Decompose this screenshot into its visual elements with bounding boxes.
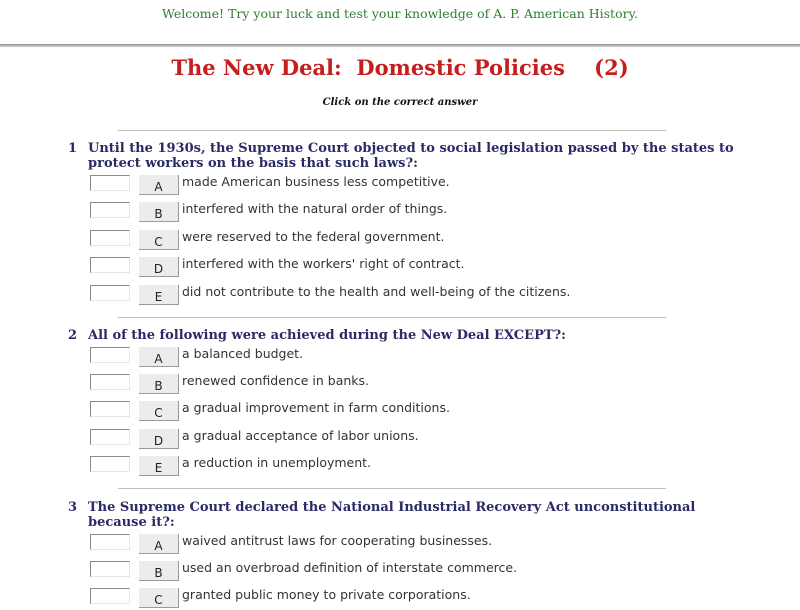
answer-box[interactable]: [90, 257, 130, 273]
choice-text: a balanced budget.: [182, 346, 304, 361]
answer-box[interactable]: [90, 534, 130, 550]
choice-3b: [90, 560, 740, 582]
choice-a-button[interactable]: A: [139, 534, 179, 554]
question-text: All of the following were achieved during the New Deal EXCEPT?:: [88, 328, 566, 343]
choice-1e: [90, 284, 740, 306]
answer-box[interactable]: [90, 429, 130, 445]
choice-text: granted public money to private corporations.: [182, 587, 471, 602]
choice-c-button[interactable]: C: [139, 401, 179, 421]
question-divider: [118, 317, 666, 318]
choice-text: interfered with the natural order of things.: [182, 201, 448, 216]
answer-box[interactable]: [90, 230, 130, 246]
page-title: The New Deal: Domestic Policies (2): [171, 55, 629, 80]
choice-1a: [90, 174, 740, 196]
choice-e-button[interactable]: E: [139, 285, 179, 305]
choice-3c: [90, 587, 740, 609]
choice-text: renewed confidence in banks.: [182, 373, 369, 388]
header-divider: [0, 44, 800, 47]
answer-box[interactable]: [90, 456, 130, 472]
choice-a-button[interactable]: A: [139, 347, 179, 367]
question-text: The Supreme Court declared the National Industrial Recovery Act unconstitutional because it?:: [88, 500, 696, 530]
choice-3a: [90, 533, 740, 555]
question-divider: [118, 130, 666, 131]
choice-text: made American business less competitive.: [182, 174, 450, 189]
answer-box[interactable]: [90, 347, 130, 363]
choice-c-button[interactable]: C: [139, 588, 179, 608]
choice-2b: [90, 373, 740, 395]
choice-text: used an overbroad definition of interstate commerce.: [182, 560, 518, 575]
choice-d-button[interactable]: D: [139, 257, 179, 277]
choice-2c: [90, 400, 740, 422]
choice-text: a gradual acceptance of labor unions.: [182, 428, 419, 443]
answer-box[interactable]: [90, 401, 130, 417]
question-divider: [118, 488, 666, 489]
choice-d-button[interactable]: D: [139, 429, 179, 449]
choice-text: interfered with the workers' right of contract.: [182, 256, 465, 271]
answer-box[interactable]: [90, 561, 130, 577]
choice-c-button[interactable]: C: [139, 230, 179, 250]
choice-1c: [90, 229, 740, 251]
choice-text: were reserved to the federal government.: [182, 229, 445, 244]
choice-1d: [90, 256, 740, 278]
choice-2a: [90, 346, 740, 368]
answer-box[interactable]: [90, 374, 130, 390]
choice-e-button[interactable]: E: [139, 456, 179, 476]
welcome-message: Welcome! Try your luck and test your knowledge of A. P. American History.: [162, 6, 638, 21]
answer-box[interactable]: [90, 202, 130, 218]
choice-b-button[interactable]: B: [139, 561, 179, 581]
answer-box[interactable]: [90, 588, 130, 604]
choice-2d: [90, 428, 740, 450]
question-number: 1: [68, 141, 78, 156]
choice-b-button[interactable]: B: [139, 374, 179, 394]
choice-text: waived antitrust laws for cooperating businesses.: [182, 533, 493, 548]
choice-text: did not contribute to the health and well-being of the citizens.: [182, 284, 571, 299]
question-number: 2: [68, 328, 78, 343]
choice-1b: [90, 201, 740, 223]
instruction-text: Click on the correct answer: [322, 97, 478, 108]
answer-box[interactable]: [90, 175, 130, 191]
choice-b-button[interactable]: B: [139, 202, 179, 222]
answer-box[interactable]: [90, 285, 130, 301]
choice-2e: [90, 455, 740, 477]
choice-a-button[interactable]: A: [139, 175, 179, 195]
question-number: 3: [68, 500, 78, 515]
question-text: Until the 1930s, the Supreme Court objected to social legislation passed by the states to protect workers on the basis that such laws?:: [88, 141, 734, 171]
choice-text: a reduction in unemployment.: [182, 455, 372, 470]
choice-text: a gradual improvement in farm conditions.: [182, 400, 450, 415]
